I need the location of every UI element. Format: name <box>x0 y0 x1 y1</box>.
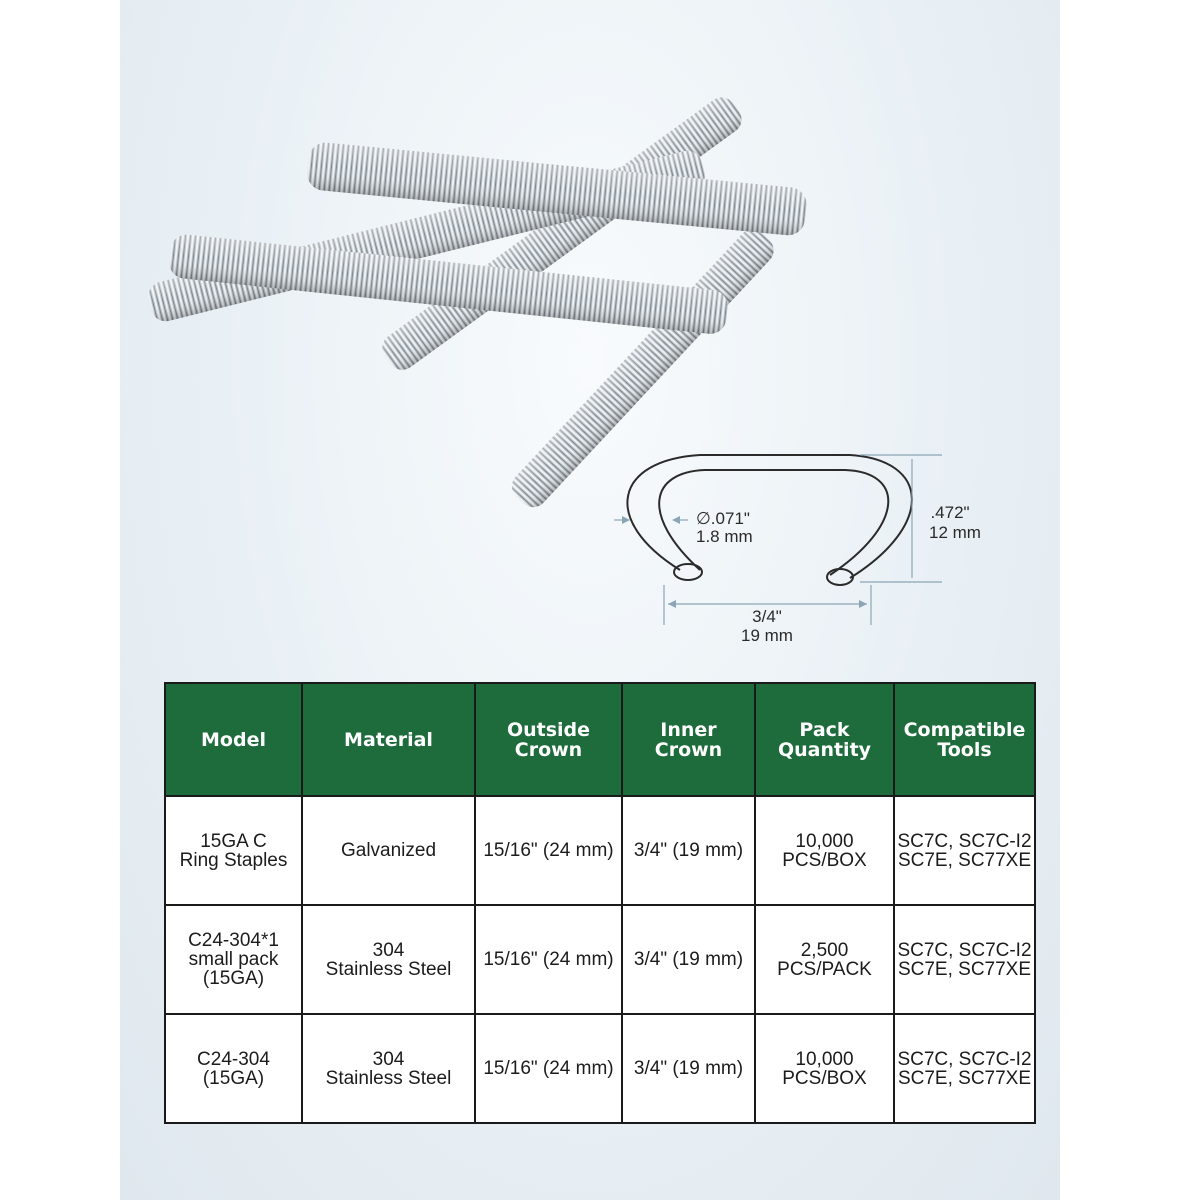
header-outside-crown: Outside Crown <box>475 683 622 796</box>
cell-material: 304 Stainless Steel <box>302 1014 475 1123</box>
cell-material: 304 Stainless Steel <box>302 905 475 1014</box>
header-compatible-tools: Compatible Tools <box>894 683 1035 796</box>
cell-outside-crown: 15/16" (24 mm) <box>475 796 622 905</box>
header-pack-quantity: Pack Quantity <box>755 683 894 796</box>
cell-inner-crown: 3/4" (19 mm) <box>622 905 755 1014</box>
cell-pack-quantity: 10,000 PCS/BOX <box>755 796 894 905</box>
cell-material: Galvanized <box>302 796 475 905</box>
cell-model: C24-304 (15GA) <box>165 1014 302 1123</box>
width-mm: 19 mm <box>741 626 793 645</box>
cell-inner-crown: 3/4" (19 mm) <box>622 1014 755 1123</box>
cell-compatible-tools: SC7C, SC7C-I2 SC7E, SC77XE <box>894 796 1035 905</box>
header-model: Model <box>165 683 302 796</box>
product-photo-c-ring-staple-strips <box>120 0 1060 660</box>
table-row <box>165 905 1035 1014</box>
cell-model: C24-304*1 small pack (15GA) <box>165 905 302 1014</box>
wire-diameter-mm: 1.8 mm <box>696 527 753 546</box>
height-mm: 12 mm <box>929 523 981 542</box>
cell-model: 15GA C Ring Staples <box>165 796 302 905</box>
header-material: Material <box>302 683 475 796</box>
cell-pack-quantity: 10,000 PCS/BOX <box>755 1014 894 1123</box>
cell-outside-crown: 15/16" (24 mm) <box>475 1014 622 1123</box>
table-header-row <box>165 683 1035 796</box>
cell-pack-quantity: 2,500 PCS/PACK <box>755 905 894 1014</box>
header-inner-crown: Inner Crown <box>622 683 755 796</box>
cell-inner-crown: 3/4" (19 mm) <box>622 796 755 905</box>
cell-compatible-tools: SC7C, SC7C-I2 SC7E, SC77XE <box>894 1014 1035 1123</box>
cell-outside-crown: 15/16" (24 mm) <box>475 905 622 1014</box>
wire-diameter-in: ∅.071" <box>696 509 750 528</box>
cell-compatible-tools: SC7C, SC7C-I2 SC7E, SC77XE <box>894 905 1035 1014</box>
specification-table <box>164 682 1036 1124</box>
table-row <box>165 1014 1035 1123</box>
width-in: 3/4" <box>752 607 782 626</box>
height-in: .472" <box>930 503 970 522</box>
table-row <box>165 796 1035 905</box>
